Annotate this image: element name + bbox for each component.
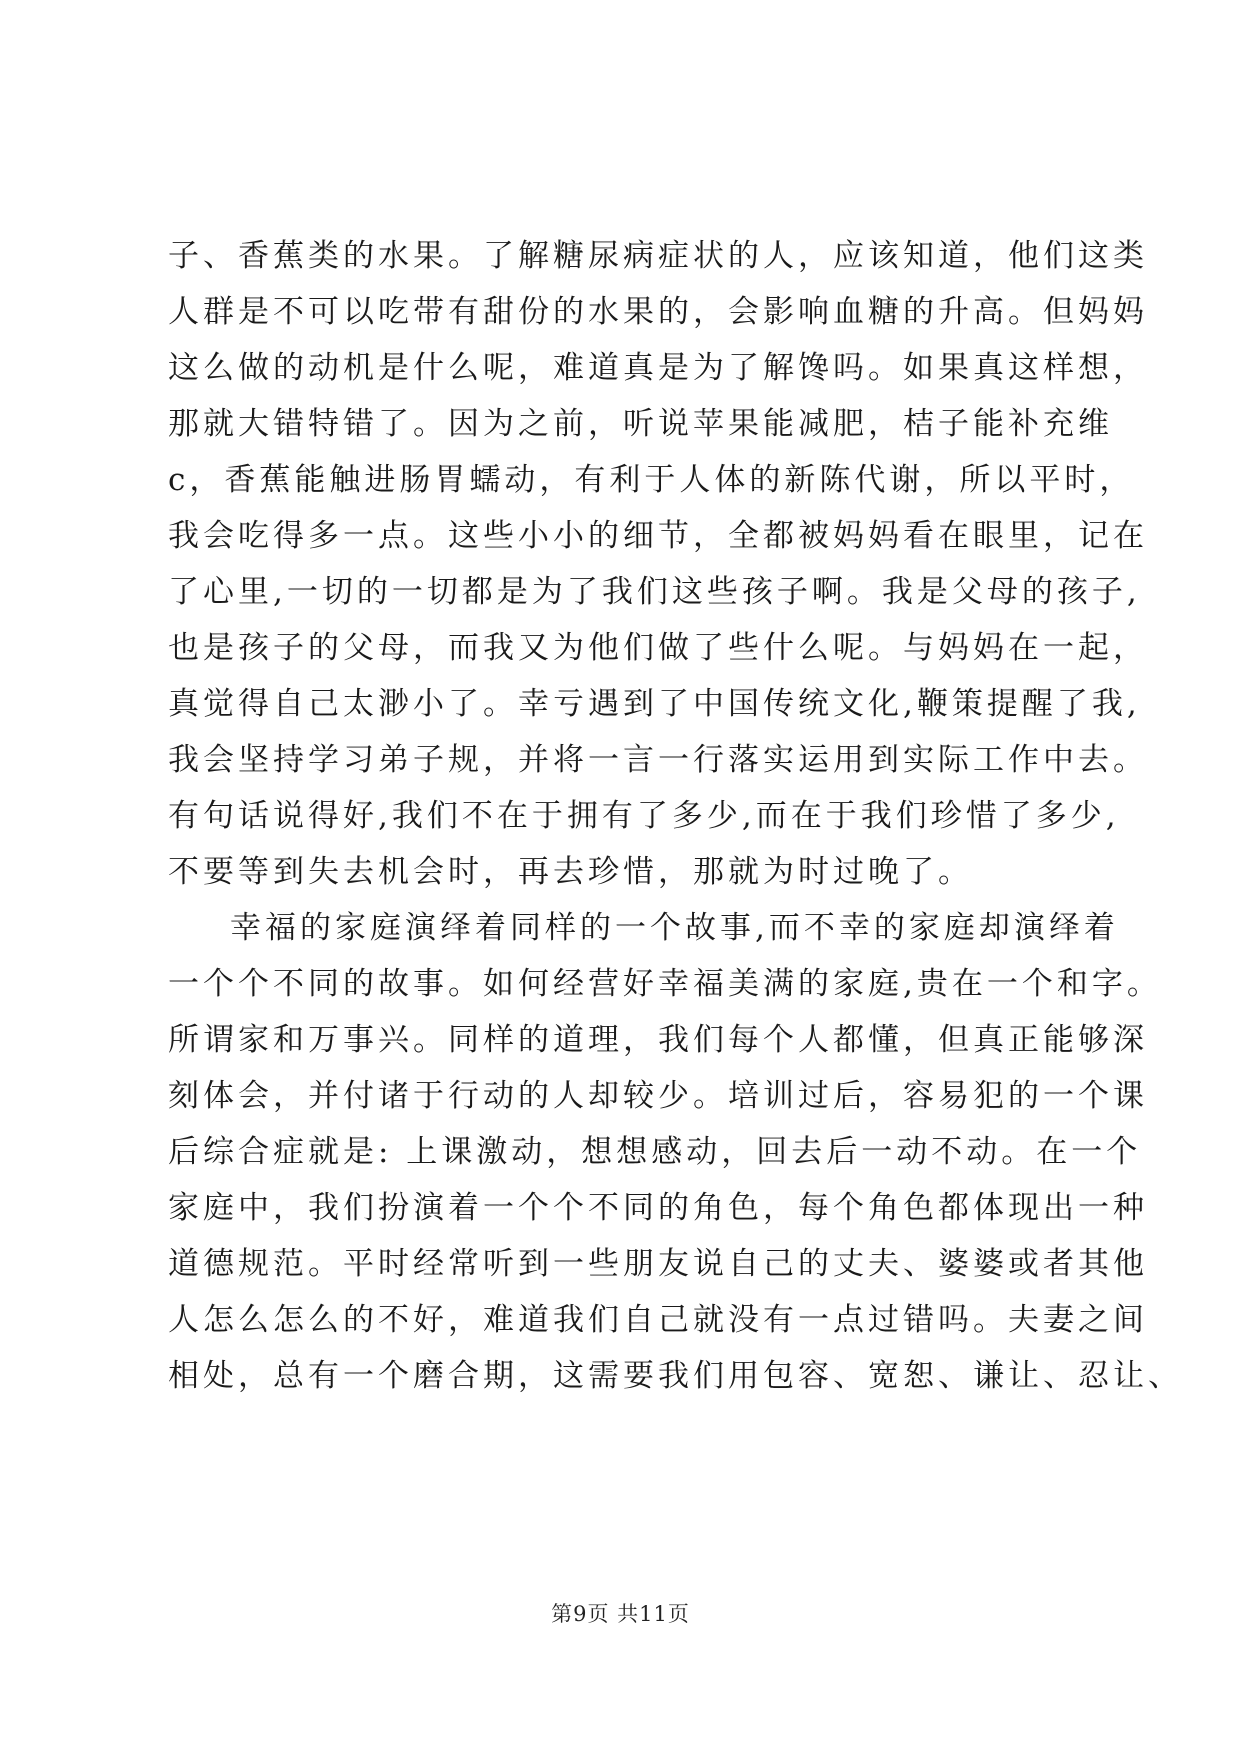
text-line: 有句话说得好,我们不在于拥有了多少,而在于我们珍惜了多少,	[168, 798, 1120, 834]
text-line: 道德规范。平时经常听到一些朋友说自己的丈夫、婆婆或者其他	[168, 1246, 1148, 1282]
text-line: 人群是不可以吃带有甜份的水果的，会影响血糖的升高。但妈妈	[168, 294, 1148, 330]
page-footer	[0, 1598, 1241, 1628]
text-line: 这么做的动机是什么呢，难道真是为了解馋吗。如果真这样想，	[168, 350, 1148, 386]
text-line: 不要等到失去机会时，再去珍惜，那就为时过晚了。	[168, 854, 973, 890]
paragraph-1	[168, 228, 1148, 900]
text-line: 我会吃得多一点。这些小小的细节，全都被妈妈看在眼里，记在	[168, 518, 1148, 554]
text-line: 了心里,一切的一切都是为了我们这些孩子啊。我是父母的孩子,	[168, 574, 1141, 610]
text-line: c，香蕉能触进肠胃蠕动，有利于人体的新陈代谢，所以平时，	[168, 462, 1135, 498]
text-line: 那就大错特错了。因为之前，听说苹果能减肥，桔子能补充维	[168, 406, 1113, 442]
text-line: 一个个不同的故事。如何经营好幸福美满的家庭,贵在一个和字。	[168, 966, 1162, 1002]
text-line: 家庭中，我们扮演着一个个不同的角色，每个角色都体现出一种	[168, 1190, 1148, 1226]
text-line: 刻体会，并付诸于行动的人却较少。培训过后，容易犯的一个课	[168, 1078, 1148, 1114]
text-line: 所谓家和万事兴。同样的道理，我们每个人都懂，但真正能够深	[168, 1022, 1148, 1058]
text-line: 后综合症就是: 上课激动，想想感动，回去后一动不动。在一个	[168, 1134, 1142, 1170]
text-line: 真觉得自己太渺小了。幸亏遇到了中国传统文化,鞭策提醒了我,	[168, 686, 1141, 722]
paragraph-2	[168, 900, 1183, 1404]
text-line: 我会坚持学习弟子规，并将一言一行落实运用到实际工作中去。	[168, 742, 1148, 778]
body-text	[168, 228, 1183, 1404]
text-line: 子、香蕉类的水果。了解糖尿病症状的人，应该知道，他们这类	[168, 238, 1148, 274]
page-number: 第9页 共11页	[551, 1602, 690, 1626]
text-line: 人怎么怎么的不好，难道我们自己就没有一点过错吗。夫妻之间	[168, 1302, 1148, 1338]
text-line: 相处，总有一个磨合期，这需要我们用包容、宽恕、谦让、忍让、	[168, 1358, 1183, 1394]
text-line: 幸福的家庭演绎着同样的一个故事,而不幸的家庭却演绎着	[230, 910, 1119, 946]
text-line: 也是孩子的父母，而我又为他们做了些什么呢。与妈妈在一起，	[168, 630, 1148, 666]
